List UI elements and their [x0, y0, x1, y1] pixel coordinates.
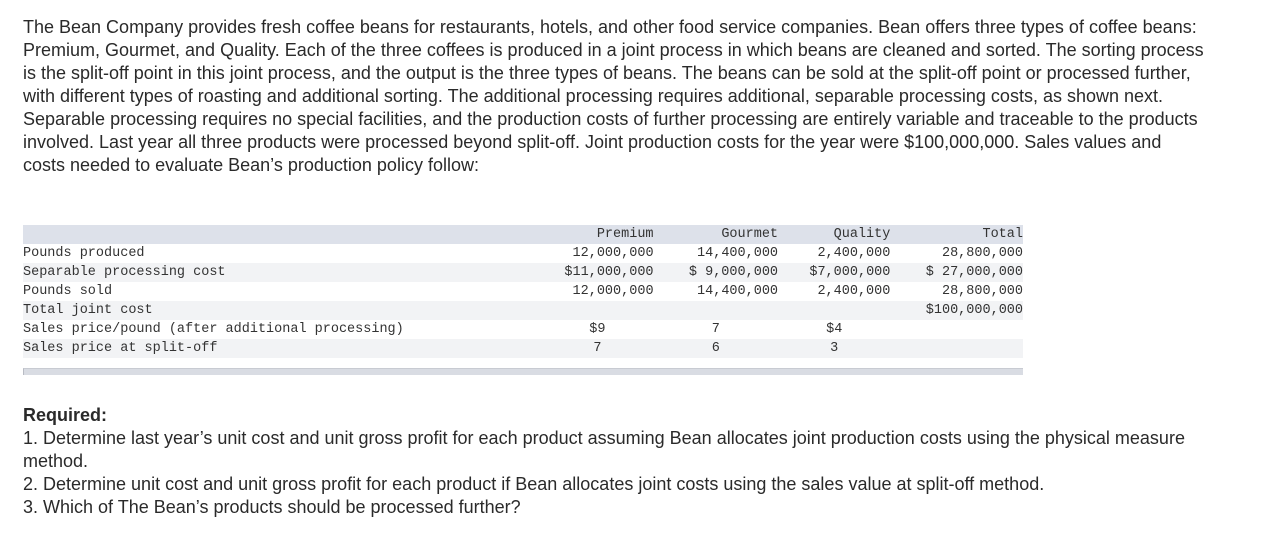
cell-gourmet: 14,400,000 — [697, 284, 779, 299]
row-label: Total joint cost — [23, 303, 153, 318]
cell-quality: 2,400,000 — [817, 284, 891, 299]
cell-premium — [541, 301, 653, 320]
row-label: Sales price at split-off — [23, 341, 218, 356]
row-label: Separable processing cost — [23, 265, 226, 280]
cell-gourmet: 7 — [711, 322, 720, 337]
cell-total: $100,000,000 — [925, 303, 1023, 318]
table-row — [23, 263, 1023, 282]
header-quality: Quality — [833, 227, 891, 242]
required-item-2: 2. Determine unit cost and unit gross profit for each product if Bean allocates joint costs using the sales value at split-off method. — [23, 474, 1045, 494]
table-footer-bar — [23, 368, 1023, 375]
cell-gourmet: 6 — [711, 341, 720, 356]
header-blank — [23, 225, 541, 244]
cell-quality: 2,400,000 — [817, 246, 891, 261]
required-item-3: 3. Which of The Bean’s products should be processed further? — [23, 497, 521, 517]
required-item-1: 1. Determine last year’s unit cost and unit gross profit for each product assuming Bean allocates joint production costs using the physical measure method. — [23, 428, 1185, 471]
cell-premium: 7 — [593, 341, 602, 356]
cell-quality: $4 — [826, 322, 843, 337]
cell-total: $ 27,000,000 — [925, 265, 1023, 280]
header-total: Total — [982, 227, 1023, 242]
table-header-row — [23, 225, 1023, 244]
cell-premium: $11,000,000 — [564, 265, 654, 280]
data-table — [23, 225, 1023, 358]
cell-total: 28,800,000 — [941, 246, 1023, 261]
cell-gourmet: $ 9,000,000 — [688, 265, 779, 280]
table-row — [23, 320, 1023, 339]
table-row — [23, 339, 1023, 358]
row-label: Pounds produced — [23, 246, 145, 261]
cell-total: 28,800,000 — [941, 284, 1023, 299]
cell-quality — [778, 301, 890, 320]
table-row — [23, 282, 1023, 301]
required-section — [23, 404, 1223, 519]
cell-premium: $9 — [589, 322, 606, 337]
problem-intro: The Bean Company provides fresh coffee beans for restaurants, hotels, and other food service companies. Bean offers three types of coffee beans: Premium, Gourmet, and Quality. Each of the three coffees is produced in a joint process in which beans are cleaned and sorted. The sorting process is the split-off point in this joint process, and the output is the three types of beans. The beans can be sold at the split-off point or processed further, with different types of roasting and additional sorting. The additional processing requires additional, separable processing costs, as shown next. Separable processing requires no special facilities, and the production costs of further processing are entirely variable and traceable to the products involved. Last year all three products were processed beyond split-off. Joint production costs for the year were $100,000,000. Sales values and costs needed to evaluate Bean’s production policy follow: — [23, 17, 1204, 175]
required-title: Required: — [23, 405, 108, 425]
cell-gourmet — [654, 301, 778, 320]
data-table-container — [23, 225, 1023, 375]
row-label: Sales price/pound (after additional processing) — [23, 322, 404, 337]
cell-total — [890, 339, 1023, 358]
row-label: Pounds sold — [23, 284, 113, 299]
header-premium: Premium — [596, 227, 654, 242]
table-row — [23, 244, 1023, 263]
cell-premium: 12,000,000 — [572, 246, 654, 261]
cell-gourmet: 14,400,000 — [697, 246, 779, 261]
cell-total — [890, 320, 1023, 339]
cell-premium: 12,000,000 — [572, 284, 654, 299]
cell-quality: $7,000,000 — [809, 265, 891, 280]
table-row — [23, 301, 1023, 320]
header-gourmet: Gourmet — [721, 227, 779, 242]
cell-quality: 3 — [830, 341, 839, 356]
